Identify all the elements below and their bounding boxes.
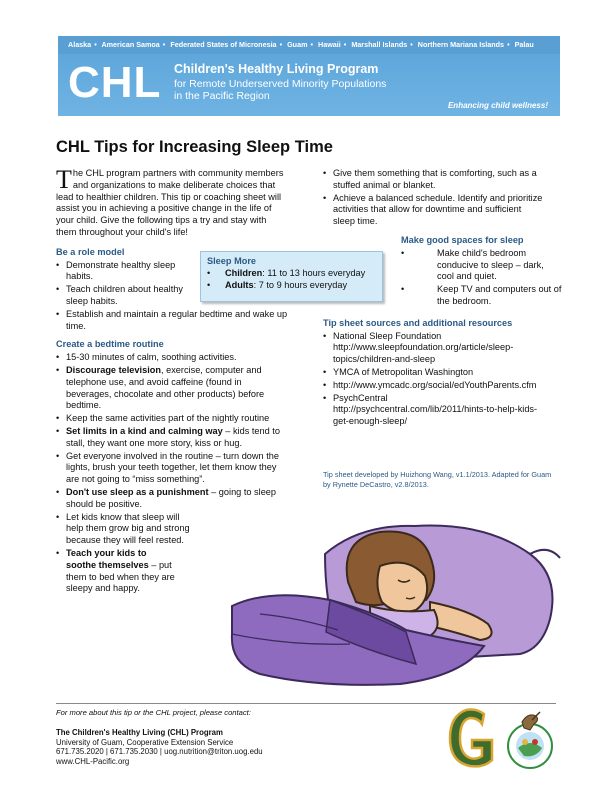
children-hours: : 11 to 13 hours everyday	[262, 267, 366, 278]
footer-contact	[56, 728, 263, 766]
header-banner	[58, 36, 560, 116]
sources-list	[323, 331, 563, 428]
region-item: American Samoa	[101, 40, 160, 49]
region-item: Northern Mariana Islands	[417, 40, 505, 49]
credit-note: Tip sheet developed by Huizhong Wang, v1.1/2013. Adapted for Guam by Rynette DeCastro, v2.8/2013.	[323, 470, 552, 489]
list-item: • Teach children about healthy sleep habits.	[56, 284, 188, 308]
list-item: • Get everyone involved in the routine – turn down the lights, brush your teeth together, let them know they are not going to “miss something”.	[56, 451, 288, 486]
list-item	[323, 331, 541, 366]
list-item-text: – going to sleep should be positive.	[66, 486, 277, 509]
drop-cap: T	[56, 165, 72, 194]
list-item: • Keep the same activities part of the nightly routine	[56, 413, 288, 425]
banner-main	[58, 54, 560, 116]
region-item: Alaska	[68, 40, 92, 49]
list-item-text: , exercise, computer and telephone use, and avoid caffeine (found in beverages, chocolate and other products) before bedtime.	[66, 364, 265, 411]
university-g-logo	[444, 706, 500, 770]
regions-list: Alaska • American Samoa • Federated States of Micronesia • Guam • Hawaii • Marshall Islands • Northern Mariana Islands • Palau	[58, 36, 560, 54]
list-item-text: – kids tend to stall, they want one more story, kiss or hug.	[66, 425, 280, 448]
footer-phone-email: 671.735.2020 | 671.735.2030 | uog.nutrition@triton.uog.edu	[56, 747, 263, 757]
children-label: Children	[225, 267, 263, 278]
region-item: Marshall Islands	[351, 40, 408, 49]
list-item: • Achieve a balanced schedule. Identify and prioritize activities that allow for downtime and sufficient sleep time.	[323, 193, 545, 228]
source-link[interactable]: http://www.sleepfoundation.org/article/sleep-topics/children-and-sleep	[333, 342, 514, 365]
adults-label: Adults	[225, 280, 254, 290]
region-item: Palau	[514, 40, 534, 49]
region-item: Guam	[287, 40, 308, 49]
role-model-heading: Be a role model	[56, 246, 125, 257]
list-item	[56, 426, 288, 450]
footer-note: For more about this tip or the CHL project, please contact:	[56, 708, 251, 717]
program-subtitle-line1: for Remote Underserved Minority Populations	[174, 78, 387, 90]
list-item: • Make child's bedroom conducive to sleep – dark, cool and quiet.	[401, 248, 563, 283]
page-title: CHL Tips for Increasing Sleep Time	[56, 138, 333, 156]
sources-heading: Tip sheet sources and additional resources	[323, 317, 513, 328]
list-item: • Establish and maintain a regular bedtime and wake up time.	[56, 309, 288, 333]
adults-hours: : 7 to 9 hours everyday	[253, 280, 348, 290]
spaces-section	[401, 235, 563, 308]
footer-university: University of Guam, Cooperative Extension Service	[56, 737, 234, 747]
sleeping-child-illustration	[230, 514, 575, 689]
intro-text: he CHL program partners with community members and organizations to make deliberate choices that lead to healthier children. This tip or coaching sheet will assist you in achieving a positive change in the life of your child. Give the following tips a try and stay with them throughout your child's life!	[56, 168, 284, 237]
comfort-list	[323, 168, 563, 228]
list-item-emphasis: Teach your kids to soothe themselves	[66, 547, 149, 570]
list-item	[56, 487, 288, 511]
list-item: • Give them something that is comforting, such as a stuffed animal or blanket.	[323, 168, 563, 192]
sleep-more-heading: Sleep More	[207, 256, 257, 266]
footer-divider	[56, 703, 556, 704]
source-name: National Sleep Foundation	[333, 330, 442, 341]
source-link[interactable]: • http://www.ymcadc.org/social/edYouthParents.cfm	[323, 380, 563, 392]
list-item	[56, 365, 288, 412]
list-item: • 15-30 minutes of calm, soothing activities.	[56, 352, 288, 364]
chl-logo: CHL	[68, 58, 162, 107]
source-link[interactable]: http://psychcentral.com/lib/2011/hints-to-help-kids-get-enough-sleep/	[333, 404, 538, 427]
list-item	[323, 393, 549, 428]
spaces-heading: Make good spaces for sleep	[401, 234, 524, 245]
tagline: Enhancing child wellness!	[447, 101, 548, 110]
chl-program-emblem	[500, 708, 558, 772]
intro-paragraph	[56, 165, 288, 239]
source-name: PsychCentral	[333, 392, 388, 403]
list-item: • YMCA of Metropolitan Washington	[323, 367, 563, 379]
list-item	[56, 548, 178, 595]
footer-website[interactable]: www.CHL-Pacific.org	[56, 756, 130, 766]
region-item: Federated States of Micronesia	[170, 40, 277, 49]
program-title: Children's Healthy Living Program	[174, 62, 379, 76]
region-item: Hawaii	[318, 40, 341, 49]
spaces-list	[401, 248, 563, 308]
list-item-emphasis: Don't use sleep as a punishment	[66, 486, 209, 497]
list-item: • Keep TV and computers out of the bedroom.	[401, 284, 563, 308]
footer-org: The Children's Healthy Living (CHL) Program	[56, 728, 223, 737]
right-column	[323, 168, 563, 429]
list-item-text: – put them to bed when they are sleepy and happy.	[66, 559, 175, 594]
bedtime-heading: Create a bedtime routine	[56, 339, 164, 350]
list-item: • Demonstrate healthy sleep habits.	[56, 260, 188, 284]
program-subtitle-line2: in the Pacific Region	[174, 90, 270, 102]
list-item-emphasis: Discourage television	[66, 364, 161, 375]
list-item: • Let kids know that sleep will help them grow big and strong because they will feel rested.	[56, 512, 196, 547]
list-item-emphasis: Set limits in a kind and calming way	[66, 425, 223, 436]
